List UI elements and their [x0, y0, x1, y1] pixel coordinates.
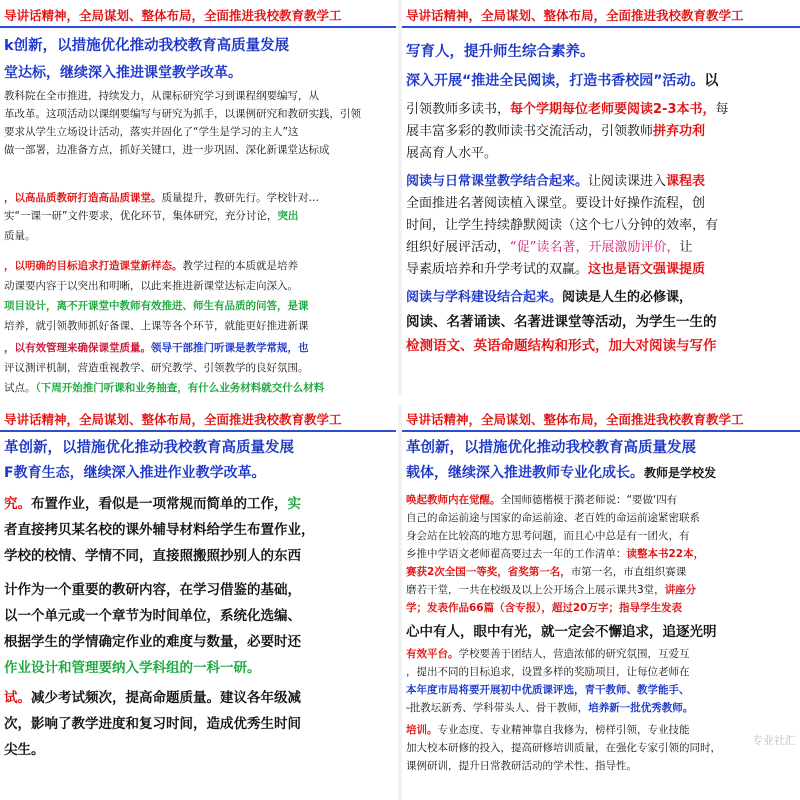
highlight-red: 每个学期每位老师要阅读2-3本书， — [510, 102, 716, 117]
body-line: 评议测评机制，营造重视教学、研究教学、引领教学的良好氛围。 — [4, 362, 309, 374]
body-line — [406, 286, 800, 305]
heading-text: “推进全民阅读，打造书香校园” — [462, 73, 663, 89]
body-text: 全国师德楷模于漪老师说：“要做‘四有 — [500, 494, 678, 506]
header-rule — [402, 430, 800, 432]
body-line — [406, 334, 800, 354]
body-line — [406, 582, 800, 597]
heading-text: 深入开展 — [406, 73, 462, 89]
heading-text: 活动。 — [662, 73, 705, 89]
heading-text: 载体，继续深入推进教师专业化成长。 — [406, 465, 644, 481]
heading-text: 以 — [704, 73, 719, 89]
highlight-green: 作业设计和管理要纳入学科组的一科一研。 — [4, 660, 261, 676]
body-text: 专业态度、专业精神靠自我修为，榜样引领，专业技能 — [437, 724, 690, 736]
body-line — [406, 600, 800, 615]
body-line — [4, 656, 396, 676]
body-text: 减少考试频次，提高命题质量。建议各年级减 — [31, 690, 301, 706]
panel-homework-reform — [0, 406, 396, 800]
body-line: 身会站在比较高的地方思考问题，而且心中总是有一团火，有 — [406, 530, 690, 542]
highlight-green: 实 — [287, 496, 301, 512]
body-line: 自己的命运前途与国家的命运前途、老百姓的命运前途紧密联系 — [406, 512, 700, 524]
body-line: 革改革。这项活动以课纲要编写与研究为抓手，以课例研究和教研实践，引领 — [4, 108, 361, 120]
body-line: 根据学生的学情确定作业的难度与数量，必要时还 — [4, 634, 301, 650]
body-line — [406, 492, 800, 507]
highlight-red: 究。 — [4, 496, 31, 512]
panel-teacher-growth — [402, 406, 800, 800]
body-text: 市第一名，市直组织赛课 — [570, 566, 687, 578]
header-rule — [0, 26, 396, 28]
body-line — [4, 380, 396, 394]
highlight-red: 试。 — [4, 690, 31, 706]
body-text: 试点。 — [4, 382, 36, 394]
highlight-red: 读整本书22本， — [626, 548, 705, 560]
panel-title: 革创新，以措施优化推动我校教育高质量发展 — [406, 440, 696, 456]
body-line — [406, 236, 800, 255]
body-line — [406, 682, 800, 697]
body-text: 每 — [715, 102, 729, 117]
highlight-green: 突出 — [277, 210, 299, 222]
body-line — [406, 120, 800, 139]
body-line — [406, 258, 800, 277]
highlight-red: 培训。 — [406, 724, 438, 736]
body-line: 要求从学生立场设计活动，落实并固化了“学生是学习的主人”这 — [4, 126, 299, 138]
body-line: 课例研训，提升日常教研活动的学术性、指导性。 — [406, 760, 637, 772]
highlight-red: 赛获2次全国一等奖，省奖第一名， — [406, 566, 571, 578]
body-line — [406, 722, 800, 737]
panel-title: k创新，以措施优化推动我校教育高质量发展 — [4, 38, 290, 54]
highlight-blue: 阅读与学科建设结合起来。 — [406, 290, 563, 305]
body-line: 学校的校情、学情不同，直接照搬照抄别人的东西 — [4, 548, 301, 564]
header-rule — [0, 430, 396, 432]
panel-header: 导讲话精神，全局谋划、整体布局，全面推进我校教育教学工 — [4, 412, 342, 427]
body-line: 加大校本研修的投入，提高研修培训质量，在强化专家引领的同时， — [406, 742, 721, 754]
highlight-red: ，以高品质教研打造高品质课堂。 — [4, 192, 162, 204]
body-line: 教科院在全市推进，持续发力，从课标研究学习到课程纲要编写，从 — [4, 90, 319, 102]
highlight-blue: 阅读与日常课堂教学结合起来。 — [406, 174, 589, 189]
body-line: 阅读、名著诵读、名著进课堂等活动，为学生一生的 — [406, 314, 717, 330]
body-line: 尖生。 — [4, 742, 45, 758]
highlight-red: 讲座分 — [664, 584, 697, 596]
body-line — [406, 646, 800, 661]
body-line: 全面推进名著阅读植入课堂。要设计好操作流程，创 — [406, 196, 706, 211]
panel-header: 导讲话精神，全局谋划、整体布局，全面推进我校教育教学工 — [406, 412, 744, 427]
highlight-red: 学；发表作品66篇（含专报），超过20万字；指导学生发表 — [406, 602, 682, 614]
panel-header: 导讲话精神，全局谋划、整体布局，全面推进我校教育教学工 — [406, 8, 744, 23]
highlight-red: 检测语文、英语命题结构和形式，加大对阅读与写作 — [406, 338, 717, 354]
body-line — [406, 98, 800, 117]
body-line: 做一部署，边准备方点，抓好关键口，进一步巩固、深化新课堂达标成 — [4, 144, 330, 156]
body-line — [4, 340, 396, 355]
highlight-green: （下周开始推门听课和业务抽查，有什么业务材料就交什么材料 — [35, 382, 325, 394]
body-line: 计作为一个重要的教研内容，在学习借鉴的基础， — [4, 582, 301, 598]
highlight-pink: “促”读名著，开展激励评价， — [510, 240, 680, 255]
body-text-bold: 阅读是人生的必修课， — [562, 290, 693, 305]
horizontal-divider — [0, 395, 800, 405]
body-line: 次，影响了教学进度和复习时间，造成优秀生时间 — [4, 716, 301, 732]
body-line: ，提出不同的目标追求，设置多样的奖励项目，让每位老师在 — [406, 666, 690, 678]
body-line — [4, 298, 396, 313]
body-line: 以一个单元或一个章节为时间单位，系统化选编、 — [4, 608, 301, 624]
body-line — [406, 170, 800, 189]
section-heading: 堂达标，继续深入推进课堂教学改革。 — [4, 65, 242, 81]
body-line — [4, 258, 396, 273]
watermark: 专业社汇 — [752, 734, 796, 747]
header-rule — [402, 26, 800, 28]
panel-header: 导讲话精神，全局谋划、整体布局，全面推进我校教育教学工 — [4, 8, 342, 23]
body-line: 质量。 — [4, 230, 36, 242]
body-text: 磨若干堂，一共在校级及以上公开场合上展示课共3堂， — [406, 584, 665, 596]
body-text: 引领教师多读书， — [406, 102, 511, 117]
body-line — [406, 564, 800, 579]
section-heading — [406, 462, 800, 482]
body-line: 心中有人，眼中有光，就一定会不懈追求，追逐光明 — [406, 624, 717, 640]
panel-classroom-reform — [0, 0, 396, 394]
highlight-red: 唤起教师内在觉醒。 — [406, 494, 501, 506]
body-text: 学校要善于团结人，营造浓郁的研究氛围，互爱互 — [458, 648, 690, 660]
highlight-red: ，以明确的目标追求打造课堂新样态。 — [4, 260, 183, 272]
body-line — [406, 700, 800, 715]
section-heading — [406, 70, 800, 90]
body-line: 时间，让学生持续静默阅读（这个七八分钟的效率，有 — [406, 218, 719, 233]
panel-reading-education — [402, 0, 800, 394]
body-text: 让阅读课进入 — [588, 174, 667, 189]
highlight-red: ，以有效管理来确保课堂质量。 — [4, 342, 151, 354]
highlight-red: 拼弃功利 — [653, 124, 706, 139]
highlight-red: 这也是语文强课提质 — [588, 262, 706, 277]
body-line — [4, 492, 396, 512]
body-text: 展丰富多彩的教师读书交流活动，引领教师 — [406, 124, 654, 139]
body-text: 布置作业，看似是一项常规而简单的工作， — [31, 496, 288, 512]
highlight-red: 课程表 — [666, 174, 706, 189]
highlight-green: 项目设计，离不开课堂中教师有效推进、师生有品质的问答，是课 — [4, 300, 309, 312]
heading-text: 教师是学校发 — [644, 466, 717, 480]
body-text: -批教坛新秀、学科带头人、骨干教师， — [406, 702, 589, 714]
body-line — [406, 546, 800, 561]
body-line: 培养，就引领教师抓好备课、上课等各个环节，就能更好推进新课 — [4, 320, 309, 332]
body-text: 质量提升，教研先行。学校针对… — [161, 192, 319, 204]
panel-title: 写育人，提升师生综合素养。 — [406, 44, 595, 60]
body-line — [4, 686, 396, 706]
body-text: 组织好展评活动， — [406, 240, 511, 255]
body-text: 乡推中学语文老师翟高要过去一年的工作清单： — [406, 548, 627, 560]
body-text: 让 — [679, 240, 693, 255]
body-line: 展高育人水平。 — [406, 146, 498, 161]
highlight-blue: 领导干部推门听课是教学常规，也 — [151, 342, 309, 354]
section-heading: F教育生态，继续深入推进作业教学改革。 — [4, 465, 266, 481]
highlight-blue: 培养新一批优秀教师。 — [588, 702, 694, 714]
body-text: 导素质培养和升学考试的双赢。 — [406, 262, 589, 277]
body-text: 教学过程的本质就是培养 — [182, 260, 298, 272]
highlight-red: 有效平台。 — [406, 648, 459, 660]
body-line: 动课要内容于以突出和明晰，以此来推进新课堂达标走向深入。 — [4, 280, 298, 292]
body-line — [4, 208, 396, 223]
panel-title: 革创新，以措施优化推动我校教育高质量发展 — [4, 440, 294, 456]
body-line — [4, 190, 396, 205]
highlight-blue: 本年度市局将要开展初中优质课评选，青干教师、教学能手、 — [406, 684, 690, 696]
body-text: 实“一课一研”文件要求，优化环节，集体研究，充分讨论， — [4, 210, 278, 222]
body-line: 者直接拷贝某名校的课外辅导材料给学生布置作业， — [4, 522, 315, 538]
